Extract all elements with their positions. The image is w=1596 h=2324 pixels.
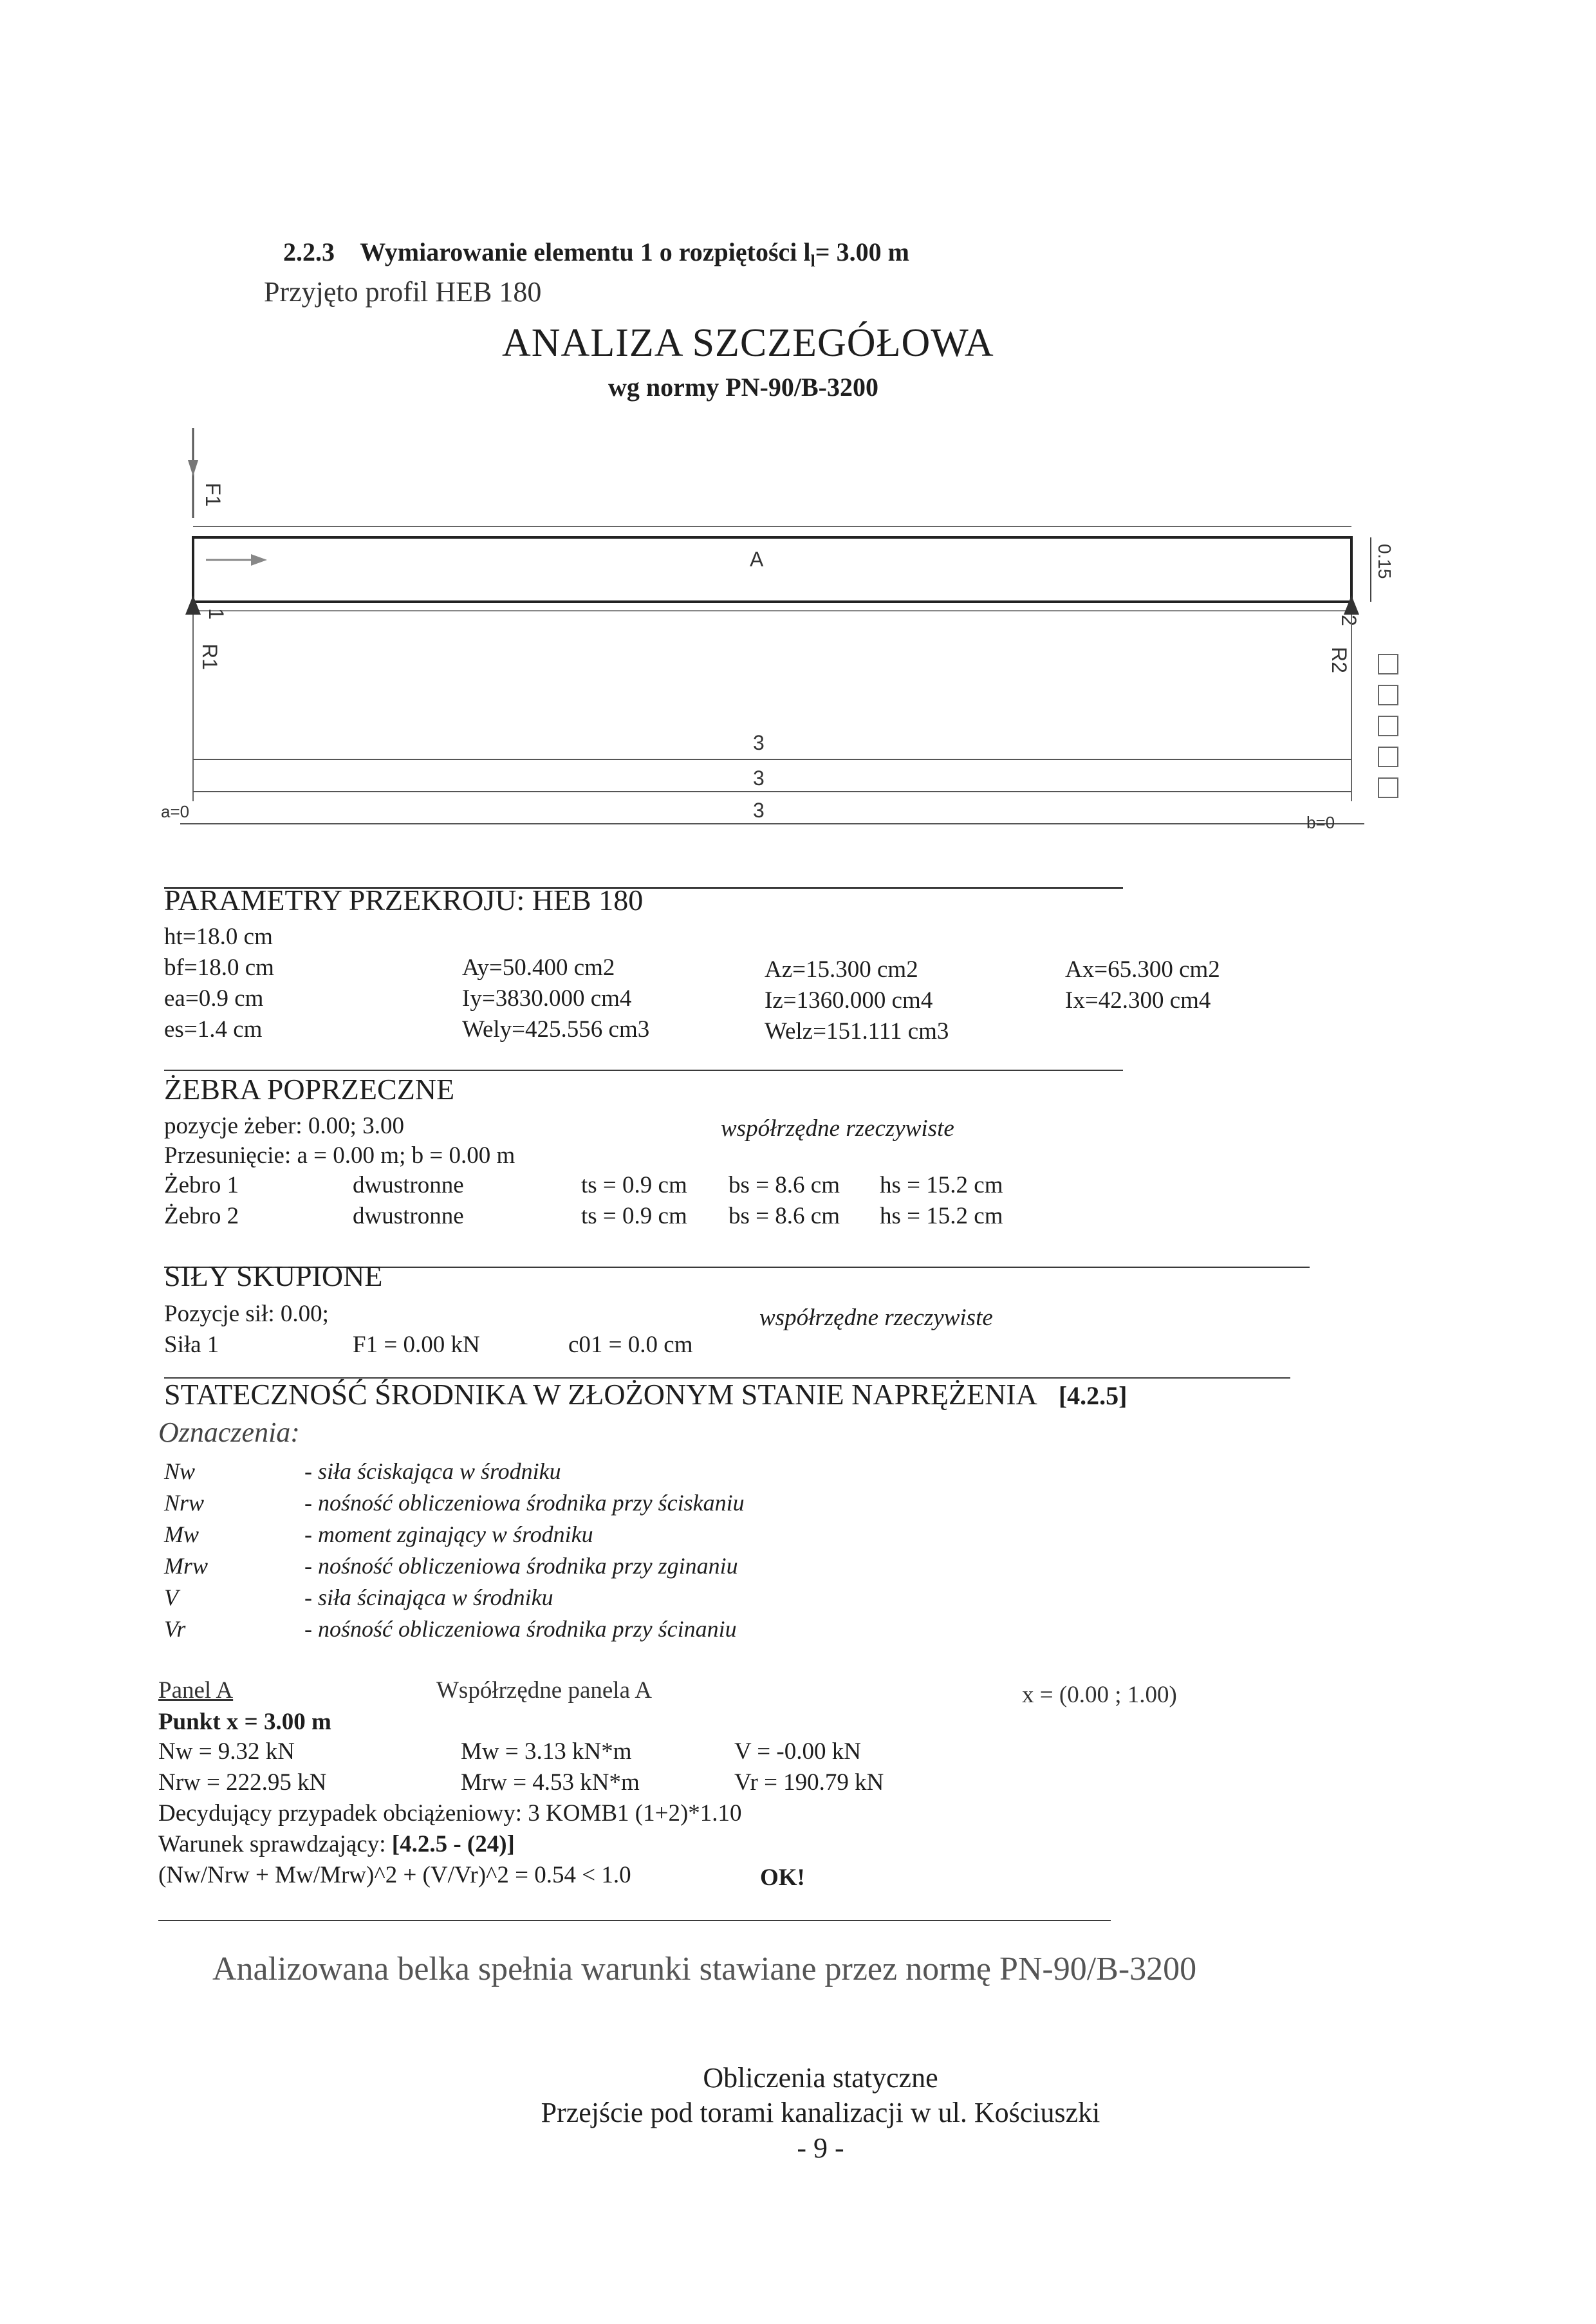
panel-case: Decydujący przypadek obciążeniowy: 3 KOMB1 (1+2)*1.10	[158, 1800, 742, 1827]
toolbar-icons	[1378, 655, 1398, 797]
toolbar-icon-5	[1378, 778, 1398, 797]
param-ax: Ax=65.300 cm2	[1065, 956, 1220, 983]
panel-condition-prefix: Warunek sprawdzający:	[158, 1831, 392, 1857]
param-ay: Ay=50.400 cm2	[462, 954, 615, 981]
dim-a-label: a=0	[161, 802, 190, 821]
legend-item-mw	[164, 1519, 745, 1550]
force-1-name: Siła 1	[164, 1332, 219, 1358]
footer-line-1: Obliczenia statyczne	[703, 2062, 938, 2094]
legend-desc: - siła ścinająca w środniku	[304, 1585, 553, 1610]
beam-diagram	[161, 422, 1422, 866]
param-bf: bf=18.0 cm	[164, 954, 274, 981]
legend-sym: Mrw	[164, 1553, 209, 1579]
section-title: Wymiarowanie elementu 1 o rozpiętości l	[360, 237, 811, 266]
force-1-value: F1 = 0.00 kN	[353, 1332, 480, 1358]
rib-2-type: dwustronne	[353, 1203, 464, 1229]
force-1-offset: c01 = 0.0 cm	[568, 1332, 693, 1358]
rib-1-name: Żebro 1	[164, 1172, 239, 1198]
page-number: - 9 -	[797, 2132, 844, 2164]
legend-item-nw	[164, 1456, 745, 1487]
panel-mrw: Mrw = 4.53 kN*m	[461, 1769, 640, 1796]
dim-b-label: b=0	[1306, 813, 1335, 832]
toolbar-icon-1	[1378, 655, 1398, 674]
section-title-sub: l	[810, 252, 815, 270]
rib-1-type: dwustronne	[353, 1172, 464, 1198]
dim-label-3: 3	[753, 799, 765, 822]
panel-vr: Vr = 190.79 kN	[734, 1769, 884, 1796]
dim-label-2: 3	[753, 767, 765, 790]
force-label: F1	[201, 483, 225, 507]
forces-title: SIŁY SKUPIONE	[164, 1260, 383, 1292]
stability-heading	[164, 1377, 1127, 1411]
panel-formula: (Nw/Nrw + Mw/Mrw)^2 + (V/Vr)^2 = 0.54 < 1.0	[158, 1862, 631, 1888]
section-number: 2.2.3	[283, 237, 335, 266]
param-welz: Welz=151.111 cm3	[765, 1018, 949, 1045]
panel-nw: Nw = 9.32 kN	[158, 1738, 295, 1765]
ribs-title: ŻEBRA POPRZECZNE	[164, 1073, 455, 1106]
params-col-3	[765, 954, 949, 1047]
legend-desc: - moment zginający w środniku	[304, 1521, 593, 1547]
param-ix: Ix=42.300 cm4	[1065, 987, 1211, 1014]
param-es: es=1.4 cm	[164, 1016, 263, 1043]
height-dim-label: 0.15	[1375, 544, 1395, 579]
param-ea: ea=0.9 cm	[164, 985, 264, 1012]
rib-2-ts: ts = 0.9 cm	[581, 1203, 687, 1229]
legend-list	[164, 1456, 745, 1645]
ribs-positions: pozycje żeber: 0.00; 3.00	[164, 1113, 404, 1139]
param-ht: ht=18.0 cm	[164, 924, 273, 950]
legend-item-nrw	[164, 1487, 745, 1519]
ribs-coord-note: współrzędne rzeczywiste	[721, 1115, 954, 1142]
stability-title: STATECZNOŚĆ ŚRODNIKA W ZŁOŻONYM STANIE NAPRĘŻENIA	[164, 1378, 1036, 1411]
rib-2-hs: hs = 15.2 cm	[880, 1203, 1003, 1229]
rib-1-ts: ts = 0.9 cm	[581, 1172, 687, 1198]
forces-coord-note: współrzędne rzeczywiste	[759, 1305, 993, 1331]
params-col-2	[462, 953, 649, 1045]
panel-condition	[158, 1830, 515, 1858]
beam-rect	[193, 537, 1351, 602]
panel-coords: x = (0.00 ; 1.00)	[1022, 1682, 1177, 1708]
panel-condition-ref: [4.2.5 - (24)]	[391, 1831, 515, 1857]
dim-label-1: 3	[753, 731, 765, 754]
legend-sym: V	[164, 1585, 178, 1610]
legend-sym: Nrw	[164, 1490, 205, 1516]
param-iz: Iz=1360.000 cm4	[765, 987, 933, 1014]
rib-1-hs: hs = 15.2 cm	[880, 1172, 1003, 1198]
reaction-r1-label: R1	[198, 644, 221, 670]
forces-positions: Pozycje sił: 0.00;	[164, 1301, 329, 1327]
legend-desc: - nośność obliczeniowa środnika przy ścinaniu	[304, 1616, 737, 1642]
param-wely: Wely=425.556 cm3	[462, 1016, 650, 1043]
legend-sym: Nw	[164, 1458, 196, 1484]
node-1-label: 1	[205, 608, 228, 620]
legend-desc: - nośność obliczeniowa środnika przy zginaniu	[304, 1553, 738, 1579]
toolbar-icon-3	[1378, 716, 1398, 736]
node-2-label: 2	[1337, 615, 1360, 626]
panel-name: Panel A	[158, 1677, 234, 1704]
support-left-icon	[185, 595, 201, 615]
analysis-title: ANALIZA SZCZEGÓŁOWA	[502, 321, 994, 365]
panel-v: V = -0.00 kN	[734, 1738, 861, 1765]
param-iy: Iy=3830.000 cm4	[462, 985, 632, 1012]
legend-desc: - nośność obliczeniowa środnika przy ściskaniu	[304, 1490, 745, 1516]
rib-2-name: Żebro 2	[164, 1203, 239, 1229]
rib-1-bs: bs = 8.6 cm	[728, 1172, 840, 1198]
footer-line-2: Przejście pod torami kanalizacji w ul. Kościuszki	[541, 2097, 1100, 2128]
conclusion: Analizowana belka spełnia warunki stawiane przez normę PN-90/B-3200	[212, 1951, 1197, 1987]
ribs-shift: Przesunięcie: a = 0.00 m; b = 0.00 m	[164, 1142, 515, 1169]
legend-sym: Vr	[164, 1616, 186, 1642]
section-title-value: = 3.00 m	[815, 237, 909, 266]
panel-mw: Mw = 3.13 kN*m	[461, 1738, 632, 1765]
profile-line: Przyjęto profil HEB 180	[264, 276, 542, 308]
rib-2-bs: bs = 8.6 cm	[728, 1203, 840, 1229]
toolbar-icon-4	[1378, 747, 1398, 767]
panel-ok-status: OK!	[760, 1864, 805, 1891]
legend-sym: Mw	[164, 1521, 199, 1547]
beam-label: A	[750, 548, 764, 571]
legend-title: Oznaczenia:	[158, 1417, 300, 1448]
legend-desc: - siła ściskająca w środniku	[304, 1458, 561, 1484]
panel-point: Punkt x = 3.00 m	[158, 1709, 331, 1735]
legend-item-mrw	[164, 1550, 745, 1582]
panel-coords-label: Współrzędne panela A	[436, 1677, 652, 1704]
stability-ref: [4.2.5]	[1058, 1381, 1127, 1410]
reaction-r2-label: R2	[1328, 647, 1351, 673]
params-col-1	[164, 922, 274, 1045]
support-right-icon	[1344, 595, 1359, 615]
legend-item-v	[164, 1582, 745, 1613]
analysis-norm: wg normy PN-90/B-3200	[608, 373, 878, 402]
toolbar-icon-2	[1378, 685, 1398, 705]
params-col-4	[1065, 954, 1220, 1016]
legend-item-vr	[164, 1613, 745, 1645]
params-title: PARAMETRY PRZEKROJU: HEB 180	[164, 884, 644, 916]
param-az: Az=15.300 cm2	[765, 956, 918, 983]
section-heading	[283, 237, 909, 271]
panel-nrw: Nrw = 222.95 kN	[158, 1769, 327, 1796]
